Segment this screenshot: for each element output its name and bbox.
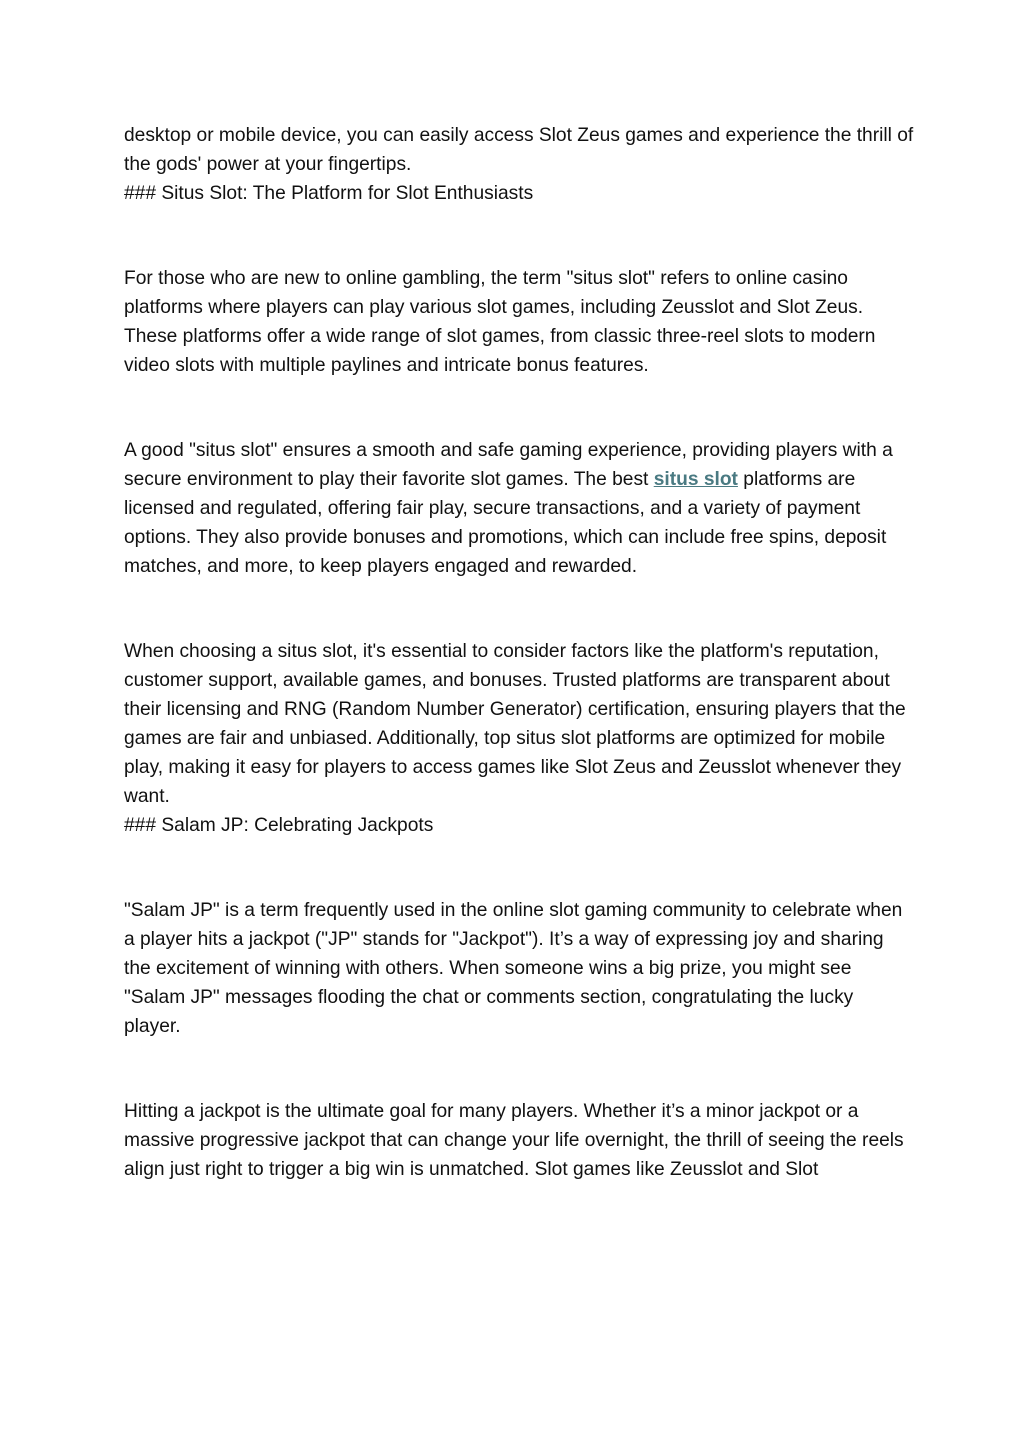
paragraph-intro: desktop or mobile device, you can easily access Slot Zeus games and experience the thrill of the gods' power at your fingertips. — [124, 125, 914, 175]
paragraph-choosing-situs-slot: When choosing a situs slot, it's essential to consider factors like the platform's reputation, customer support, available games, and bonuses. Trusted platforms are transparent about their licensing and RNG (Random Number Generator) certification, ensuring players that the games are fair and unbiased. Additionally, top situs slot platforms are optimized for mobile play, making it easy for players to access games like Slot Zeus and Zeusslot whenever they want. — [124, 641, 906, 807]
paragraph-hitting-jackpot: Hitting a jackpot is the ultimate goal for many players. Whether it’s a minor jackpot or a massive progressive jackpot that can change your life overnight, the thrill of seeing the reels align just right to trigger a big win is unmatched. Slot games like Zeusslot and Slot — [124, 1101, 904, 1180]
paragraph-salam-jp-definition: "Salam JP" is a term frequently used in the online slot gaming community to celebrate when a player hits a jackpot ("JP" stands for "Jackpot"). It’s a way of expressing joy and sharing the excitement of winning with others. When someone wins a big prize, you might see "Salam JP" messages flooding the chat or comments section, congratulating the lucky player. — [124, 900, 903, 1037]
paragraph-good-situs-slot — [124, 436, 914, 581]
paragraph-text-before-link: A good "situs slot" ensures a smooth and safe gaming experience, providing players with a secure environment to play their favorite slot games. The best — [124, 440, 893, 490]
situs-slot-link[interactable]: situs slot — [653, 469, 738, 490]
paragraph-situs-slot-definition: For those who are new to online gambling, the term "situs slot" refers to online casino platforms where players can play various slot games, including Zeusslot and Slot Zeus. These platforms offer a wide range of slot games, from classic three-reel slots to modern video slots with multiple paylines and intricate bonus features. — [124, 268, 876, 376]
document-page — [124, 121, 914, 1184]
heading-salam-jp: ### Salam JP: Celebrating Jackpots — [124, 815, 434, 836]
paragraph-text-after-link: platforms are licensed and regulated, offering fair play, secure transactions, and a variety of payment options. They also provide bonuses and promotions, which can include free spins, deposit matches, and more, to keep players engaged and rewarded. — [124, 469, 887, 577]
heading-situs-slot: ### Situs Slot: The Platform for Slot Enthusiasts — [124, 183, 534, 204]
